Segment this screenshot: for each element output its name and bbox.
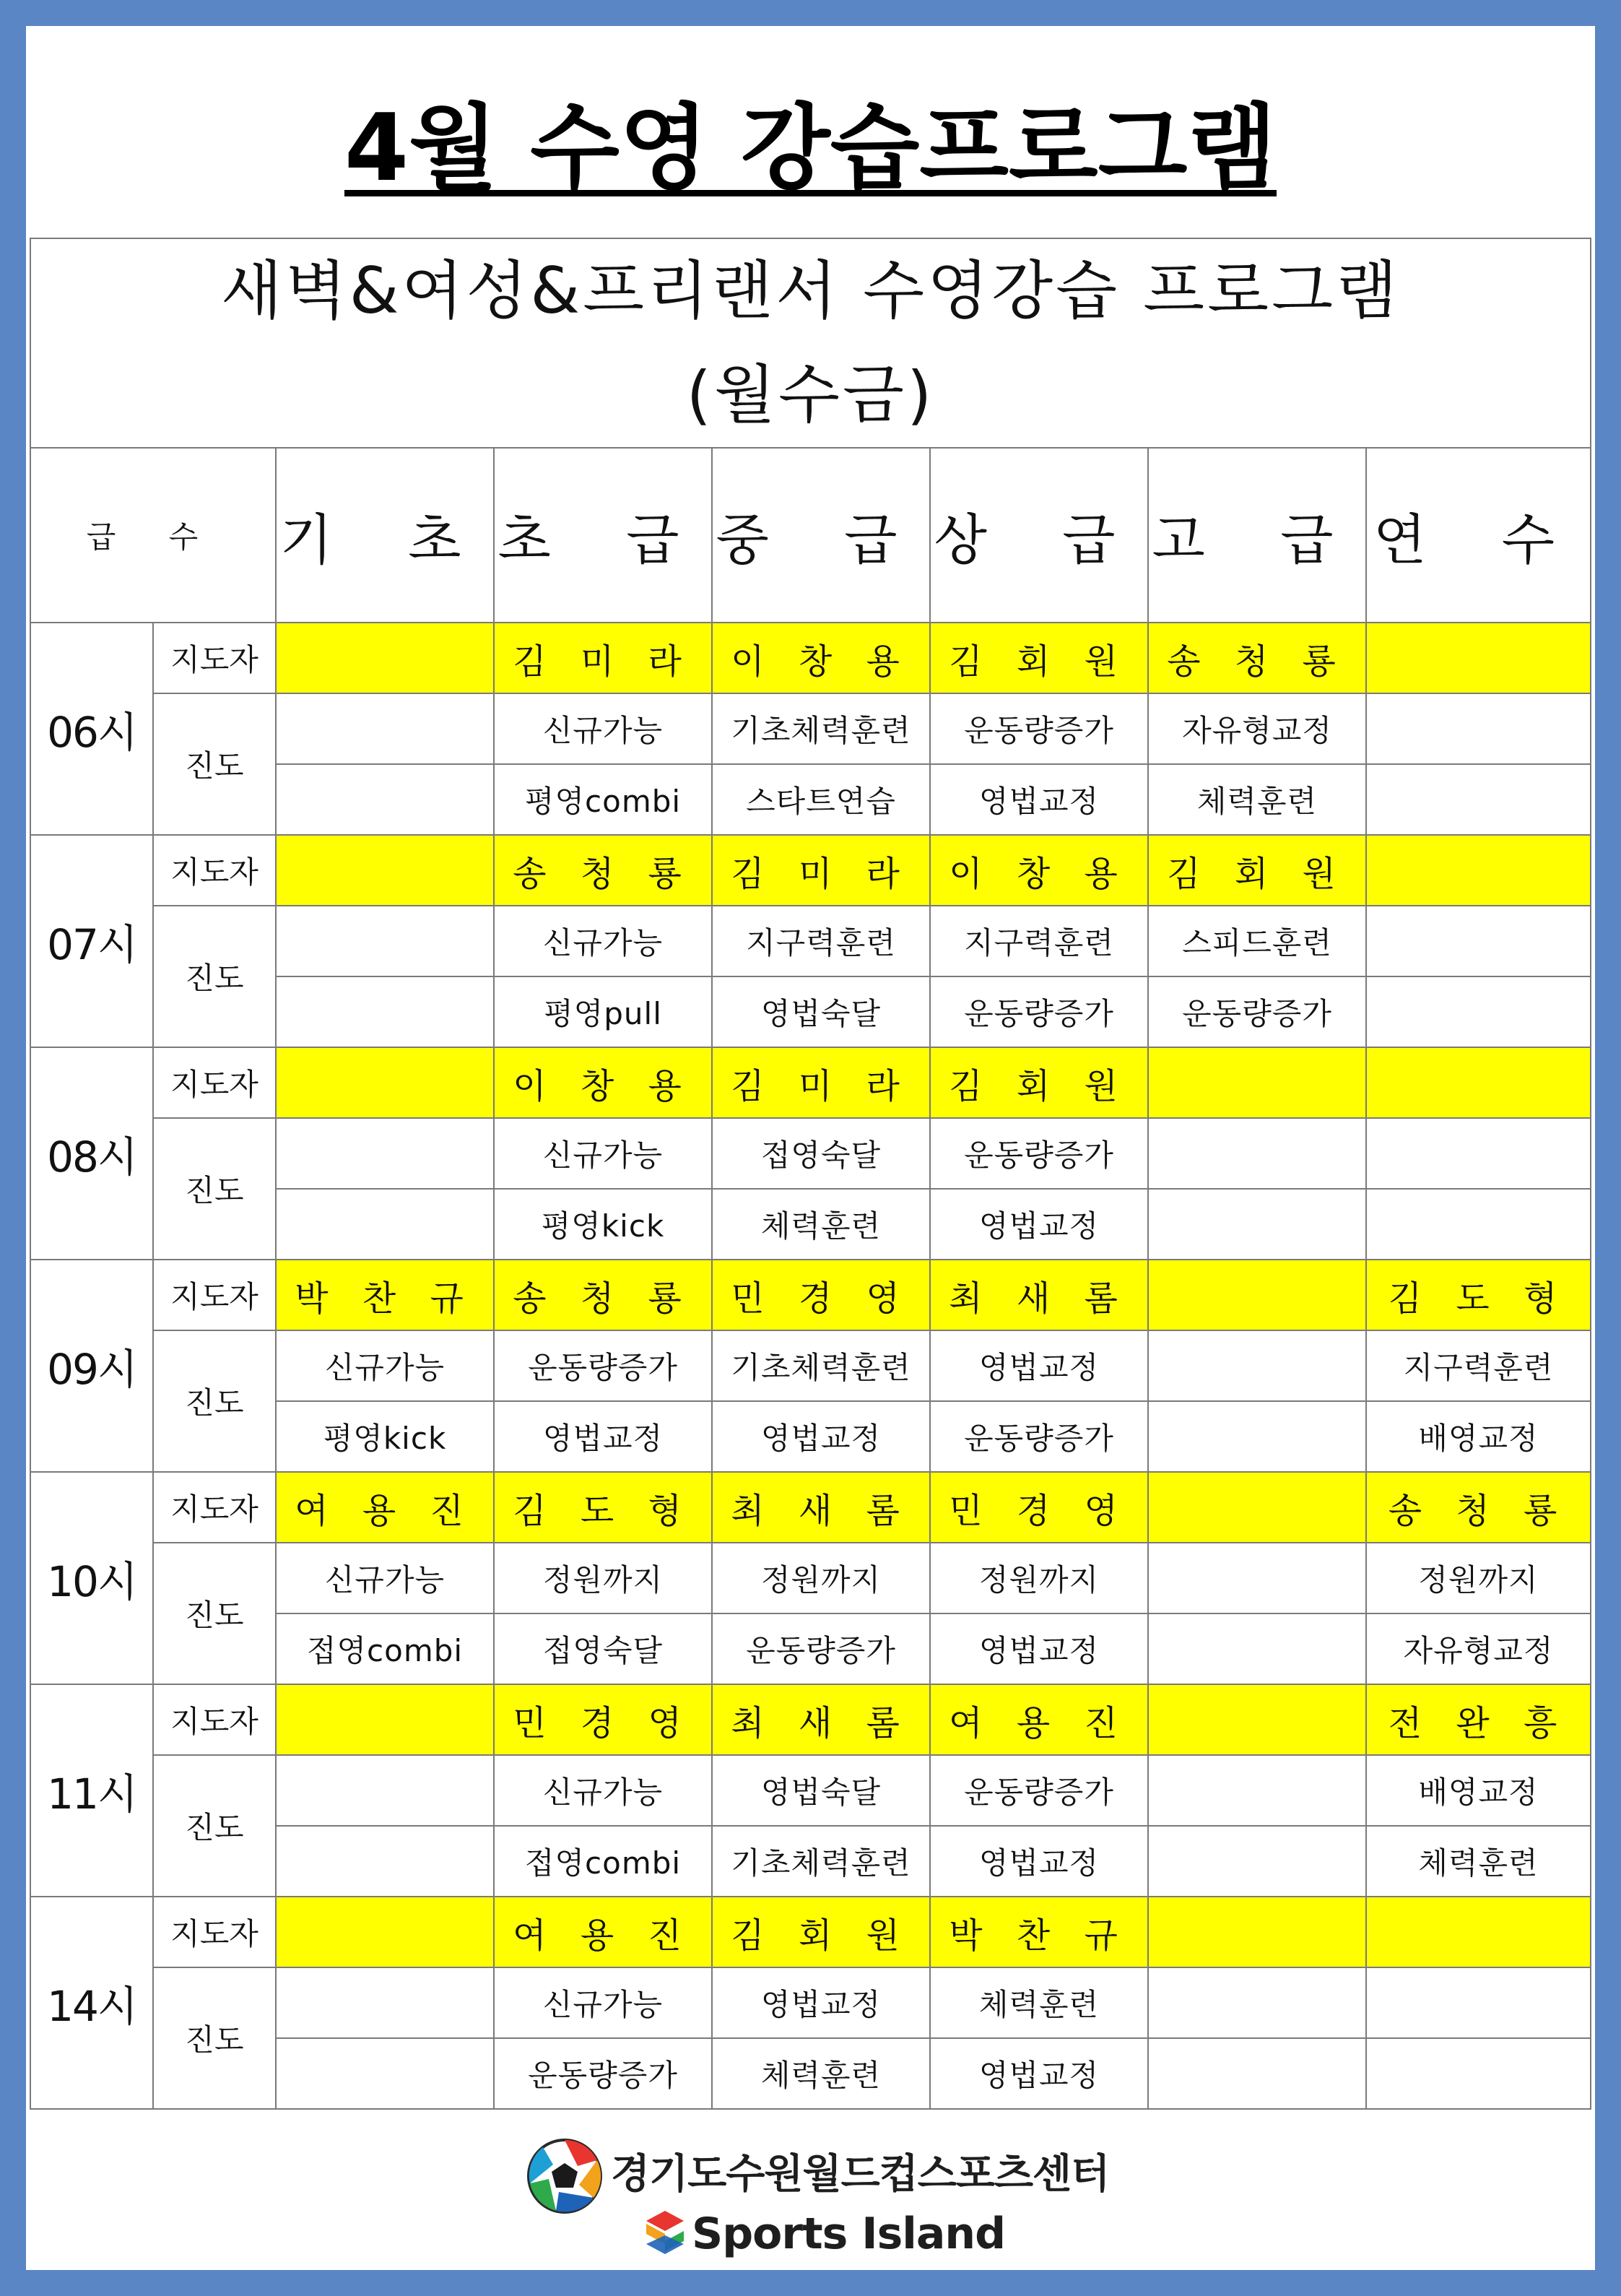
- progress-row: [30, 693, 1591, 764]
- instructor-cell-intermediate: 김 미 라: [712, 1047, 930, 1118]
- instructor-cell-beginner: 송 청 룡: [494, 1260, 712, 1330]
- schedule-table: [30, 238, 1591, 2110]
- progress-cell-upper: 운동량증가: [930, 693, 1148, 764]
- progress-label: 진도: [153, 1330, 276, 1472]
- level-intermediate: 중 급: [712, 448, 930, 623]
- progress-cell-basic: [276, 906, 494, 976]
- progress-cell-basic: [276, 1118, 494, 1189]
- progress-cell-basic: [276, 2038, 494, 2109]
- progress-row: [30, 906, 1591, 976]
- progress-cell-training: [1366, 1967, 1591, 2038]
- progress-cell-advanced: [1148, 1826, 1366, 1897]
- progress-cell-training: 자유형교정: [1366, 1613, 1591, 1684]
- instructor-cell-beginner: 송 청 룡: [494, 835, 712, 906]
- progress-row: [30, 1118, 1591, 1189]
- instructor-cell-intermediate: 민 경 영: [712, 1260, 930, 1330]
- time-slot: 07시: [30, 835, 153, 1047]
- progress-cell-basic: [276, 1189, 494, 1260]
- progress-cell-basic: 접영combi: [276, 1613, 494, 1684]
- progress-cell-advanced: 체력훈련: [1148, 764, 1366, 835]
- instructor-cell-training: [1366, 835, 1591, 906]
- progress-cell-beginner: 평영pull: [494, 976, 712, 1047]
- instructor-label: 지도자: [153, 623, 276, 693]
- page-title-text: 4월 수영 강습프로그램: [344, 95, 1277, 202]
- progress-cell-basic: 신규가능: [276, 1330, 494, 1401]
- progress-cell-basic: [276, 693, 494, 764]
- instructor-label: 지도자: [153, 1260, 276, 1330]
- instructor-cell-advanced: 김 회 원: [1148, 835, 1366, 906]
- progress-cell-training: [1366, 2038, 1591, 2109]
- progress-cell-basic: [276, 1826, 494, 1897]
- instructor-cell-beginner: 김 도 형: [494, 1472, 712, 1543]
- instructor-cell-basic: 여 용 진: [276, 1472, 494, 1543]
- time-slot: 09시: [30, 1260, 153, 1472]
- instructor-cell-advanced: [1148, 1897, 1366, 1967]
- instructor-label: 지도자: [153, 1047, 276, 1118]
- progress-cell-advanced: 자유형교정: [1148, 693, 1366, 764]
- progress-cell-upper: 정원까지: [930, 1543, 1148, 1613]
- instructor-row: [30, 623, 1591, 693]
- progress-cell-advanced: [1148, 1755, 1366, 1826]
- progress-cell-basic: [276, 764, 494, 835]
- progress-cell-upper: 영법교정: [930, 1613, 1148, 1684]
- instructor-row: [30, 1472, 1591, 1543]
- progress-cell-advanced: 운동량증가: [1148, 976, 1366, 1047]
- progress-cell-training: 배영교정: [1366, 1755, 1591, 1826]
- progress-cell-beginner: 운동량증가: [494, 1330, 712, 1401]
- footer: [26, 2131, 1595, 2261]
- instructor-cell-basic: [276, 1897, 494, 1967]
- progress-cell-intermediate: 정원까지: [712, 1543, 930, 1613]
- progress-cell-basic: 신규가능: [276, 1543, 494, 1613]
- instructor-cell-upper: 김 회 원: [930, 623, 1148, 693]
- instructor-row: [30, 835, 1591, 906]
- progress-cell-advanced: [1148, 2038, 1366, 2109]
- instructor-row: [30, 1897, 1591, 1967]
- progress-row: [30, 1543, 1591, 1613]
- progress-cell-intermediate: 접영숙달: [712, 1118, 930, 1189]
- instructor-cell-training: [1366, 623, 1591, 693]
- instructor-cell-upper: 민 경 영: [930, 1472, 1148, 1543]
- instructor-cell-intermediate: 김 미 라: [712, 835, 930, 906]
- progress-cell-upper: 영법교정: [930, 764, 1148, 835]
- progress-cell-beginner: 접영숙달: [494, 1613, 712, 1684]
- soccer-ball-logo-icon: [521, 2131, 608, 2218]
- program-header-line1: 새벽&여성&프리랜서 수영강습 프로그램: [220, 254, 1401, 328]
- progress-cell-intermediate: 영법숙달: [712, 976, 930, 1047]
- time-slot: 14시: [30, 1897, 153, 2109]
- instructor-cell-upper: 박 찬 규: [930, 1897, 1148, 1967]
- progress-cell-advanced: [1148, 1967, 1366, 2038]
- progress-cell-beginner: 신규가능: [494, 693, 712, 764]
- instructor-cell-training: 송 청 룡: [1366, 1472, 1591, 1543]
- program-header-line2: (월수금): [686, 358, 935, 432]
- progress-cell-training: 체력훈련: [1366, 1826, 1591, 1897]
- progress-cell-intermediate: 지구력훈련: [712, 906, 930, 976]
- progress-label: 진도: [153, 1118, 276, 1260]
- instructor-label: 지도자: [153, 835, 276, 906]
- progress-cell-advanced: [1148, 1543, 1366, 1613]
- progress-cell-beginner: 신규가능: [494, 906, 712, 976]
- progress-cell-beginner: 신규가능: [494, 1967, 712, 2038]
- progress-cell-upper: 운동량증가: [930, 976, 1148, 1047]
- brand-name: Sports Island: [692, 2209, 1006, 2259]
- instructor-cell-upper: 김 회 원: [930, 1047, 1148, 1118]
- progress-cell-upper: 지구력훈련: [930, 906, 1148, 976]
- instructor-label: 지도자: [153, 1684, 276, 1755]
- schedule-sheet: [26, 26, 1595, 2270]
- level-training: 연 수: [1366, 448, 1591, 623]
- progress-cell-upper: 영법교정: [930, 1189, 1148, 1260]
- progress-cell-training: 배영교정: [1366, 1401, 1591, 1472]
- progress-cell-advanced: [1148, 1401, 1366, 1472]
- progress-label: 진도: [153, 693, 276, 835]
- sports-island-s-logo-icon: [643, 2209, 687, 2257]
- progress-cell-intermediate: 운동량증가: [712, 1613, 930, 1684]
- instructor-cell-basic: [276, 835, 494, 906]
- time-slot: 11시: [30, 1684, 153, 1897]
- instructor-cell-advanced: [1148, 1472, 1366, 1543]
- instructor-cell-training: [1366, 1897, 1591, 1967]
- progress-cell-upper: 영법교정: [930, 2038, 1148, 2109]
- progress-cell-intermediate: 영법숙달: [712, 1755, 930, 1826]
- progress-cell-intermediate: 영법교정: [712, 1401, 930, 1472]
- progress-cell-training: [1366, 906, 1591, 976]
- progress-cell-basic: [276, 976, 494, 1047]
- level-basic: 기 초: [276, 448, 494, 623]
- instructor-cell-basic: [276, 1684, 494, 1755]
- instructor-cell-beginner: 김 미 라: [494, 623, 712, 693]
- progress-cell-intermediate: 체력훈련: [712, 2038, 930, 2109]
- program-header: [30, 238, 1591, 448]
- instructor-cell-intermediate: 최 새 롬: [712, 1684, 930, 1755]
- instructor-cell-intermediate: 김 회 원: [712, 1897, 930, 1967]
- progress-cell-intermediate: 기초체력훈련: [712, 1826, 930, 1897]
- progress-row: [30, 1967, 1591, 2038]
- progress-cell-training: [1366, 693, 1591, 764]
- progress-row: [30, 1330, 1591, 1401]
- instructor-row: [30, 1047, 1591, 1118]
- instructor-cell-intermediate: 이 창 용: [712, 623, 930, 693]
- progress-cell-beginner: 평영kick: [494, 1189, 712, 1260]
- instructor-cell-beginner: 이 창 용: [494, 1047, 712, 1118]
- instructor-cell-advanced: [1148, 1684, 1366, 1755]
- instructor-cell-training: 김 도 형: [1366, 1260, 1591, 1330]
- instructor-row: [30, 1684, 1591, 1755]
- progress-cell-training: [1366, 764, 1591, 835]
- instructor-cell-advanced: [1148, 1047, 1366, 1118]
- progress-label: 진도: [153, 1967, 276, 2109]
- instructor-cell-upper: 최 새 롬: [930, 1260, 1148, 1330]
- time-slot: 10시: [30, 1472, 153, 1684]
- instructor-row: [30, 1260, 1591, 1330]
- progress-cell-intermediate: 기초체력훈련: [712, 693, 930, 764]
- instructor-label: 지도자: [153, 1472, 276, 1543]
- progress-cell-beginner: 평영combi: [494, 764, 712, 835]
- progress-cell-training: 지구력훈련: [1366, 1330, 1591, 1401]
- progress-cell-beginner: 신규가능: [494, 1755, 712, 1826]
- progress-cell-training: 정원까지: [1366, 1543, 1591, 1613]
- progress-cell-basic: [276, 1967, 494, 2038]
- progress-cell-upper: 운동량증가: [930, 1118, 1148, 1189]
- progress-cell-advanced: [1148, 1189, 1366, 1260]
- progress-cell-beginner: 영법교정: [494, 1401, 712, 1472]
- progress-cell-advanced: [1148, 1330, 1366, 1401]
- level-advanced: 고 급: [1148, 448, 1366, 623]
- instructor-cell-beginner: 민 경 영: [494, 1684, 712, 1755]
- progress-cell-training: [1366, 976, 1591, 1047]
- progress-cell-intermediate: 체력훈련: [712, 1189, 930, 1260]
- progress-row: [30, 1755, 1591, 1826]
- progress-cell-beginner: 신규가능: [494, 1118, 712, 1189]
- instructor-cell-upper: 여 용 진: [930, 1684, 1148, 1755]
- progress-cell-upper: 영법교정: [930, 1826, 1148, 1897]
- progress-cell-beginner: 접영combi: [494, 1826, 712, 1897]
- progress-label: 진도: [153, 906, 276, 1047]
- center-name: 경기도수원월드컵스포츠센터: [611, 2151, 1110, 2198]
- page-title: [26, 91, 1595, 207]
- instructor-cell-upper: 이 창 용: [930, 835, 1148, 906]
- progress-cell-upper: 체력훈련: [930, 1967, 1148, 2038]
- progress-cell-intermediate: 영법교정: [712, 1967, 930, 2038]
- progress-label: 진도: [153, 1543, 276, 1684]
- instructor-cell-basic: 박 찬 규: [276, 1260, 494, 1330]
- progress-cell-upper: 운동량증가: [930, 1755, 1148, 1826]
- progress-cell-advanced: 스피드훈련: [1148, 906, 1366, 976]
- instructor-cell-intermediate: 최 새 롬: [712, 1472, 930, 1543]
- level-beginner: 초 급: [494, 448, 712, 623]
- instructor-cell-beginner: 여 용 진: [494, 1897, 712, 1967]
- progress-cell-training: [1366, 1189, 1591, 1260]
- progress-cell-upper: 영법교정: [930, 1330, 1148, 1401]
- progress-cell-basic: [276, 1755, 494, 1826]
- instructor-cell-advanced: 송 청 룡: [1148, 623, 1366, 693]
- progress-cell-advanced: [1148, 1118, 1366, 1189]
- progress-cell-intermediate: 기초체력훈련: [712, 1330, 930, 1401]
- instructor-cell-basic: [276, 623, 494, 693]
- program-header-row: [30, 238, 1591, 448]
- progress-cell-basic: 평영kick: [276, 1401, 494, 1472]
- progress-cell-training: [1366, 1118, 1591, 1189]
- instructor-cell-training: 전 완 흥: [1366, 1684, 1591, 1755]
- progress-cell-intermediate: 스타트연습: [712, 764, 930, 835]
- instructor-cell-advanced: [1148, 1260, 1366, 1330]
- progress-cell-advanced: [1148, 1613, 1366, 1684]
- instructor-label: 지도자: [153, 1897, 276, 1967]
- time-slot: 08시: [30, 1047, 153, 1260]
- progress-cell-upper: 운동량증가: [930, 1401, 1148, 1472]
- level-header-row: [30, 448, 1591, 623]
- progress-cell-beginner: 정원까지: [494, 1543, 712, 1613]
- instructor-cell-training: [1366, 1047, 1591, 1118]
- progress-cell-beginner: 운동량증가: [494, 2038, 712, 2109]
- time-slot: 06시: [30, 623, 153, 835]
- instructor-cell-basic: [276, 1047, 494, 1118]
- progress-label: 진도: [153, 1755, 276, 1897]
- level-label: 급 수: [30, 448, 276, 623]
- level-upper: 상 급: [930, 448, 1148, 623]
